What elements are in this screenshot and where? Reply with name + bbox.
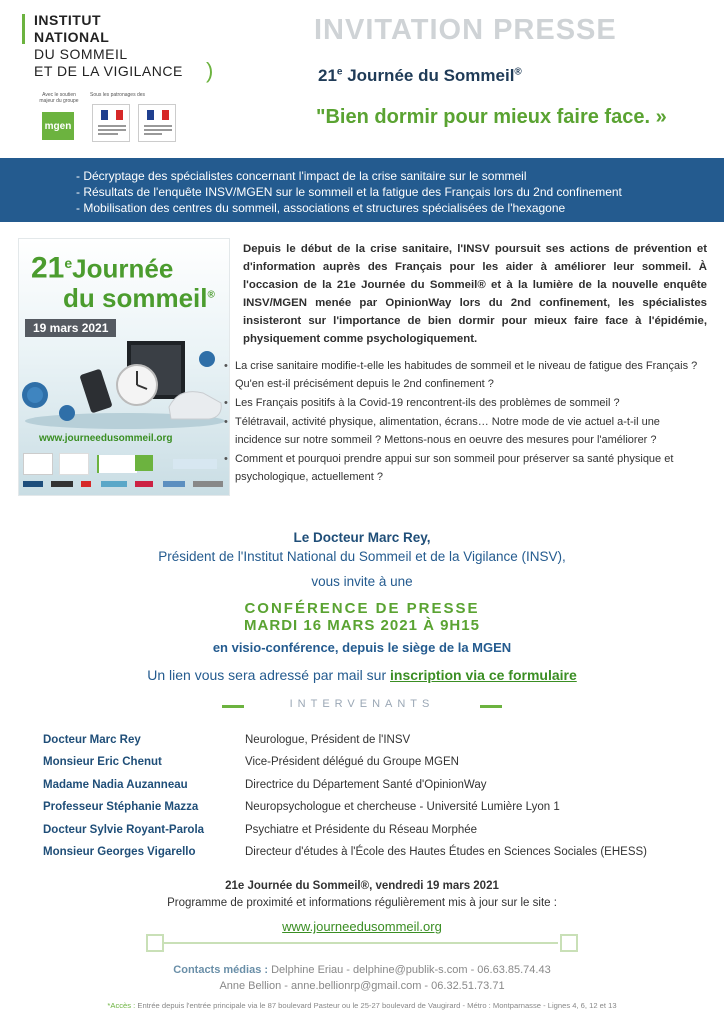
intervenants-heading (0, 698, 724, 712)
speaker-name: Madame Nadia Auzanneau (43, 778, 188, 791)
host-role: Président de l'Institut National du Sommeil et de la Vigilance (INSV), (158, 549, 566, 564)
speaker-name: Docteur Sylvie Royant-Parola (43, 823, 205, 836)
host-name: Le Docteur Marc Rey, (293, 530, 431, 545)
frame-square-icon (146, 934, 164, 952)
journee-number: 21 (318, 66, 337, 85)
patronage-caption: Sous les patronages des (90, 92, 146, 98)
contacts-label: Contacts médias : (173, 964, 269, 976)
speaker-role: Neurologue, Président de l'INSV (245, 734, 411, 746)
mgen-logo: mgen (42, 112, 74, 140)
questions-list (221, 357, 701, 487)
table-row (43, 846, 713, 868)
key-points-banner (0, 158, 724, 222)
table-row (43, 801, 713, 823)
banner-item: - Résultats de l'enquête INSV/MGEN sur le sommeil et la fatigue des Français lors du 2nd confinement (76, 185, 622, 199)
poster-gov-logo (23, 453, 53, 475)
conference-title: CONFÉRENCE DE PRESSE (244, 600, 480, 617)
speaker-name: Monsieur Georges Vigarello (43, 845, 196, 858)
footer-program: Programme de proximité et informations régulièrement mis à jour sur le site : (167, 897, 557, 909)
table-row (43, 734, 713, 756)
access-info (0, 1001, 724, 1010)
poster-title (31, 249, 173, 283)
contact-2: Anne Bellion - anne.bellionrp@gmail.com - 06.32.51.73.71 (219, 980, 505, 992)
website-link[interactable]: www.journeedusommeil.org (282, 919, 442, 934)
poster-world-sleep-day-logo (173, 459, 217, 469)
logo-paren-icon: ) (206, 58, 214, 83)
conference-date: MARDI 16 MARS 2021 À 9H15 (244, 617, 480, 634)
speakers-table (43, 734, 713, 868)
poster-reg: ® (207, 289, 215, 301)
journee-reg: ® (514, 66, 522, 78)
poster-mgen-logo (135, 455, 153, 471)
table-row (43, 756, 713, 778)
poster-sup: e (64, 255, 73, 271)
poster-sponsor-logo (135, 481, 153, 487)
registration-form-link[interactable]: inscription via ce formulaire (390, 667, 577, 683)
logo-text (34, 12, 183, 80)
partner-logos (34, 92, 184, 154)
poster-partner-logos (23, 451, 227, 495)
poster-sponsor-logo (163, 481, 185, 487)
list-item: • Comment et pourquoi prendre appui sur son sommeil pour préserver sa santé physique et psychologique, actuellement ? (221, 450, 701, 486)
poster-sponsor-logo (81, 481, 91, 487)
poster-word1: Journée (72, 253, 174, 284)
logo-line-2: NATIONAL (34, 29, 110, 45)
phone-icon (79, 369, 112, 414)
poster-insv-logo (97, 455, 137, 473)
frame-line (164, 942, 558, 944)
list-item: • Les Français positifs à la Covid-19 rencontrent-ils des problèmes de sommeil ? (221, 394, 701, 412)
speaker-role: Directrice du Département Santé d'OpinionWay (245, 778, 487, 791)
speaker-role: Psychiatre et Présidente du Réseau Morphée (245, 823, 478, 836)
intro-paragraph: Depuis le début de la crise sanitaire, l'INSV poursuit ses actions de prévention et d'information auprès des Français pour les aider à améliorer leur sommeil. À l'occasion de la 21e Journée du Sommeil® et à la lumière de la nouvelle enquête INSV/MGEN menée par OpinionWay lors du 2nd confinement, les spécialistes insisteront sur l'importance de bien dormir pour mieux faire face à l'épidémie, physiquement comme psychologiquement. (243, 243, 707, 345)
ministry-logo-2 (138, 104, 176, 142)
poster-title-2 (63, 283, 215, 314)
poster-url: www.journeedusommeil.org (39, 433, 173, 444)
frame-square-icon (560, 934, 578, 952)
access-label: *Accès : (107, 1001, 136, 1010)
banner-item: - Décryptage des spécialistes concernant l'impact de la crise sanitaire sur le sommeil (76, 169, 527, 183)
poster-gov-logo (59, 453, 89, 475)
list-item: • Télétravail, activité physique, alimentation, écrans… Notre mode de vie actuel a-t-il une incidence sur notre sommeil ? Mettons-nous en oeuvre des mesures pour l'améliorer ? (221, 413, 701, 449)
list-item: • La crise sanitaire modifie-t-elle les habitudes de sommeil et le niveau de fatigue des Français ? Qu'en est-il précisément depuis le 2nd confinement ? (221, 357, 701, 393)
media-contacts (0, 964, 724, 976)
virus-icon (199, 351, 215, 367)
ministry-logo-1 (92, 104, 130, 142)
logo-line-1: INSTITUT (34, 12, 101, 28)
poster-word2: du sommeil (63, 283, 208, 313)
logo-line-3: DU SOMMEIL (34, 46, 128, 62)
speaker-role: Neuropsychologue et chercheuse - Université Lumière Lyon 1 (245, 801, 560, 814)
poster-emma-logo (51, 481, 73, 487)
logo-line-4: ET DE LA VIGILANCE (34, 63, 183, 79)
poster-sponsor-logo (23, 481, 43, 487)
journee-sup: e (336, 66, 343, 78)
intervenants-label: INTERVENANTS (289, 698, 435, 710)
footer-journee: 21e Journée du Sommeil®, vendredi 19 mars 2021 (225, 880, 499, 892)
poster-sponsor-logo (101, 481, 127, 487)
journee-title (318, 66, 522, 86)
heading-dash (480, 705, 502, 708)
slogan: "Bien dormir pour mieux faire face. » (316, 106, 667, 128)
poster-withings-logo (193, 481, 223, 487)
invites-text: vous invite à une (311, 574, 413, 589)
invitation-title: INVITATION PRESSE (314, 14, 617, 46)
logo-accent-bar (22, 14, 25, 44)
event-poster (18, 238, 230, 496)
site-frame (146, 934, 578, 954)
poster-illustration (19, 337, 230, 429)
mgen-caption: Avec le soutien majeur du groupe (39, 92, 79, 104)
visio-text: en visio-conférence, depuis le siège de la MGEN (212, 640, 512, 655)
speaker-role: Directeur d'études à l'École des Hautes Études en Sciences Sociales (EHESS) (245, 845, 647, 858)
registration-line (0, 667, 724, 683)
speaker-name: Monsieur Eric Chenut (43, 756, 162, 769)
speaker-name: Docteur Marc Rey (43, 734, 141, 746)
access-text: Entrée depuis l'entrée principale via le 87 boulevard Pasteur ou le 25-27 boulevard de Vaugirard - Métro : Montparnasse - Lignes 4, 6, 12 et 13 (135, 1001, 617, 1010)
table-row (43, 779, 713, 801)
speaker-role: Vice-Président délégué du Groupe MGEN (245, 756, 459, 769)
journee-text: Journée du Sommeil (347, 66, 515, 85)
poster-date: 19 mars 2021 (25, 319, 116, 337)
poster-number: 21 (31, 251, 65, 285)
banner-item: - Mobilisation des centres du sommeil, associations et structures spécialisées de l'hexagone (76, 201, 566, 215)
table-row (43, 824, 713, 846)
speaker-name: Professeur Stéphanie Mazza (43, 801, 199, 814)
contact-1: Delphine Eriau - delphine@publik-s.com - 06.63.85.74.43 (268, 964, 551, 976)
virus-icon (59, 405, 75, 421)
registration-prefix: Un lien vous sera adressé par mail sur (147, 667, 391, 683)
